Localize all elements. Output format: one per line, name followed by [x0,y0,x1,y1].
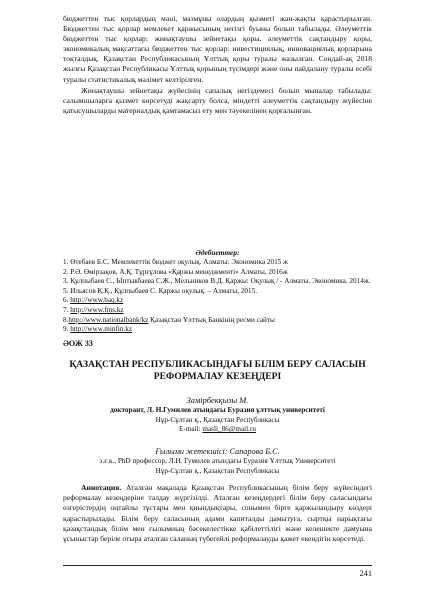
body-paragraph: Жинақтаушы зейнетақы жүйесінің сапалық негіздемесі болып мыналар табылады: салымшыларға қызмет көрсетуді жақсарту болса, міндетті әлеуметтік сақтандыру жүйесіне қатысушыларды материалдық қамтамасыз ету мен тәуекелінен қорғалынған. [63,85,372,115]
author-email-line [63,425,372,435]
email-label: E-mail: [179,425,203,433]
reference-item [63,287,372,297]
reference-text: 8. [63,315,69,324]
advisor-city: Нұр-Сұлтан қ., Қазақстан Республикасы [155,466,280,475]
reference-link[interactable]: http://www.fms.kz [70,305,124,314]
reference-item [63,316,372,326]
reference-item [63,296,372,306]
abstract-label: Аннотация. [81,483,122,492]
reference-text: 5. Ильясов Қ.Қ., Құлпыбаев С. Қаржы оқулық. – Алматы, 2015. [63,286,258,295]
top-text-block [63,14,372,116]
reference-item [63,325,372,335]
reference-item [63,277,372,287]
author-affiliation: докторант, Л. Н.Гумилев атындағы Еуразия ұлттық университеті [110,406,325,414]
reference-item [63,258,372,268]
reference-link[interactable]: http://www.minfin.kz [70,325,133,334]
udc-code: ӘОЖ 33 [63,339,93,348]
article-title: ҚАЗАҚСТАН РЕСПУБЛИКАСЫНДАҒЫ БІЛІМ БЕРУ САЛАСЫН РЕФОРМАЛАУ КЕЗЕҢДЕРІ [69,359,366,382]
reference-text: 7. [63,305,71,314]
reference-link[interactable]: http://www.nationalbank/kz [68,315,149,324]
advisor-affiliation: э.ғ.к., PhD профессор, Л.Н. Гумилев атындағы Еуразия Ұлттық Университеті [99,457,336,465]
reference-text: 3. Құлпыбаев С., Ыптыкбаева С.Ж., Мельников В.Д. Қаржы: Оқулық / - Алматы. Экономика. 2014ж. [63,277,371,286]
footer-divider [63,565,372,566]
advisor-block [63,446,372,476]
reference-item [63,306,372,316]
reference-text: 9. [63,325,71,334]
reference-item [63,268,372,278]
reference-text: 1. Өтебаев Б.С. Мемлекеттік бюджет оқулық. Алматы: Экономика 2015 ж [63,258,289,266]
author-city: Нұр-Сұлтан қ., Қазақстан Республикасы [155,415,280,424]
advisor-name: Ғылыми жетекшісі: Сапарова Б.С. [155,447,280,456]
references-heading: Әдебиеттер: [195,248,240,257]
abstract-paragraph [63,483,372,544]
author-name: Замірбекқызы М. [186,396,249,405]
abstract-block [63,483,372,544]
body-paragraph: бюджеттен тыс қорлардың мәні, мазмұны олардың қызметі жан-жақты қарастырылған. Бюджеттен тыс қорлар мемлекет қаржысының негізгі буыны болып табылады. Әлеуметтік бюджеттен тыс қорлар: жинақтаушы зейнетақы қоры, әлеуметтік сақтандыру қоры, экономикалық мақсаттағы бюджеттен тыс қорлар: инвестициялық, инновациялық қорларына тоқталдық. Қазақстан Республикасының Ұлттық қоры туралы жазылған. Сондай-ақ 2018 жылғы Қазақстан Республикасы Ұлттық қорының түсімдері және оны пайдалану туралы есебі туралы статистикалық мәлімет келтірілген. [63,14,372,84]
email-link[interactable]: masli_86@mail.ru [202,425,256,433]
reference-link[interactable]: http://www.baq.kz [70,296,124,305]
page-number: 241 [359,569,372,578]
references-list [63,258,372,335]
abstract-text: Аталған мақалада Қазақстан Республикасының білім беру жүйесіндегі реформалау кезеңдеріне талдау жүргізілді. Аталған кезеңдердегі білім беру саласындағы өзгерістердің оңтайлы тұстары мен қиындықтары, сонымен бірге қаржыландыру көздері қарастырылады. Білім беру саласының адами капиталды дамытуға, сыртқы нарықтағы қазақстандық білім мен ғылымның бәсекелестікке қабілеттілігі және келешекте дамуына ұсыныстар беріле отыра аталған саланың түбегейлі реформалауды қажет екендігін көрсетеді. [63,483,372,544]
author-block [63,395,372,435]
reference-description: Қазақстан Ұлттық Банкінің ресми сайты [148,315,275,324]
reference-text: 6. [63,296,71,305]
reference-text: 2. Р.Ә. Өмірзақов, А.Қ. Тұрғұлова «Қаржы менеджменті» Алматы, 2016ж [63,267,288,276]
